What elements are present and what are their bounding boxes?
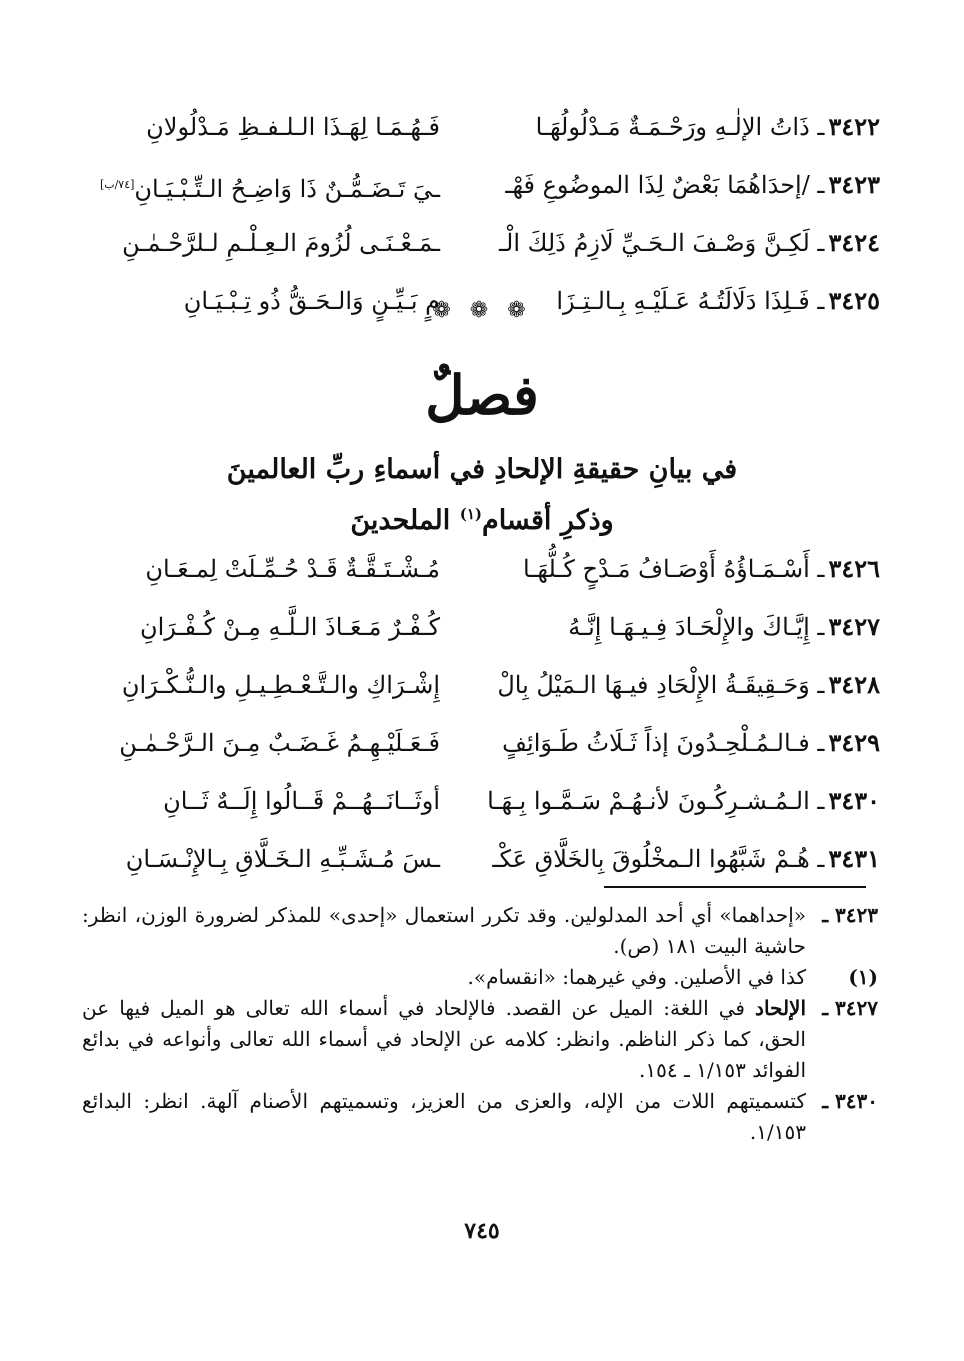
footnote-term: الإلحاد <box>755 996 806 1020</box>
verse-number: ٣٤٢٢ <box>828 112 880 141</box>
verse-first-hemistich <box>480 656 880 714</box>
verse-second-hemistich <box>80 156 440 218</box>
verse-line <box>80 656 880 714</box>
verse-first-hemistich <box>480 156 880 214</box>
footnote-text: «إحداهما» أي أحد المدلولين. وقد تكرر استعمال «إحدى» للمذكر لضرورة الوزن، انظر: حاشية البيت ١٨١ (ص). <box>82 903 806 958</box>
verse-number: ٣٤٢٣ <box>828 170 880 199</box>
footnotes <box>82 900 878 1148</box>
verse-line <box>80 772 880 830</box>
footnote-key: ٣٤٣٠ ـ <box>822 1089 878 1113</box>
verse-second-hemistich: مٍ بَـيِّـنٍ وَالـحَـقُّ ذُو تِـبْـيَـانِ <box>183 287 440 315</box>
verse-number: ٣٤٢٤ <box>828 228 880 257</box>
verse-number: ٣٤٢٧ <box>828 612 880 641</box>
footnote-item <box>82 993 878 1086</box>
section-heading-fasl: فصلٌ <box>425 363 539 427</box>
verse-line <box>80 540 880 598</box>
footnote-marker: (١) <box>459 505 482 523</box>
verse-first-hemistich <box>480 98 880 156</box>
verse-number: ٣٤٣٠ <box>828 786 880 815</box>
verse-first-hemistich <box>480 714 880 772</box>
verse-first-hemistich <box>480 540 880 598</box>
footnote-key: ٣٤٢٧ ـ <box>822 996 878 1020</box>
verse-first-text: ـ أَسْـمَـاؤُهُ أَوْصَـافُ مَـدْحٍ كُـلُّهَـا <box>523 555 825 583</box>
verse-first-text: ـ فَـلِذَا دَلَالَتُـهُ عَـلَيْـهِ بِـالـتِـزَا <box>556 287 825 315</box>
footnote-item <box>82 962 878 993</box>
verse-second-hemistich: أوثَــانَــهُــمْ قَــالُوا إِلَــهٌ ثَــانِ <box>163 787 440 815</box>
verses-bottom <box>80 540 880 888</box>
verse-second-hemistich: كُـفْـرٌ مَـعَـاذَ الـلَّـهِ مِـنْ كُـفْـرَانِ <box>139 613 440 641</box>
page-number: ٧٤٥ <box>464 1218 500 1244</box>
verse-first-text: ـ وَحَـقِيقَـةُ الإِلْحَادِ فيـهَا الـمَيْلُ بِالْ <box>497 671 825 699</box>
verse-line <box>80 98 880 156</box>
verse-first-hemistich <box>480 830 880 888</box>
manuscript-folio-ref: [٧٤/ب] <box>99 178 135 191</box>
footnote-text: كتسميتهم اللات من الإله، والعزى من العزيز، وتسميتهم الأصنام آلهة. انظر: البدائع ١/١٥٣. <box>82 1089 806 1144</box>
footnote-text: كذا في الأصلين. وفي غيرهما: «انقسام». <box>467 965 806 989</box>
verse-first-text: ـ فـالـمُـلْحِـدُونَ إذاً ثَـلَاثُ طَـوَائِفٍ <box>502 729 825 757</box>
section-separator-stars: ❁ ❁ ❁ <box>432 298 532 323</box>
footnote-item <box>82 900 878 962</box>
verse-first-hemistich <box>480 598 880 656</box>
verse-first-text: ـ /إحدَاهُمَا بَعْضٌ لِذَا الموضُوعِ فَهْـ <box>505 171 825 199</box>
footnote-key: (١) <box>848 965 878 989</box>
verse-number: ٣٤٢٥ <box>828 286 880 315</box>
verse-number: ٣٤٢٨ <box>828 670 880 699</box>
title-text: الملحدينَ <box>350 505 460 536</box>
verse-first-hemistich <box>480 772 880 830</box>
verse-first-text: ـ ذَاتُ الإلٰـهِ ورَحْـمَـةٌ مَـدْلُولُهَـا <box>535 113 825 141</box>
footnote-separator-rule <box>604 886 866 888</box>
verse-second-hemistich: فَـهُـمَـا لِهَـذَا الـلـفـظِ مَـدْلُولانِ <box>146 113 440 141</box>
verse-first-hemistich <box>480 214 880 272</box>
title-text: وذكرِ أقسام <box>481 505 614 536</box>
verse-first-text: ـ إِيَّـاكَ والإِلْحَـادَ فِـيـهَـا إِنَّـهُ <box>568 613 825 641</box>
verse-line <box>80 830 880 888</box>
footnote-text: في اللغة: الميل عن القصد. فالإلحاد في أسماء الله تعالى هو الميل فيها عن الحق، كما ذكر الناظم. وانظر: كلامه عن الإلحاد في أسماء الله تعالى وأنواعه في بدائع الفوائد ١/١٥٣ ـ ١٥٤. <box>82 996 806 1082</box>
verse-line <box>80 598 880 656</box>
verse-first-text: ـ هُـمْ شَبَّهُوا الـمخْلُوقَ بِالخَلَّاقِ عَكْـ <box>492 845 825 873</box>
verse-second-hemistich: مُـشْـتَـقَّـةٌ قَـدْ حُـمِّـلَتْ لِمـعَـانِ <box>145 555 440 583</box>
verse-line <box>80 156 880 214</box>
footnote-item <box>82 1086 878 1148</box>
section-title-line-1: في بيانِ حقيقةِ الإلحادِ في أسماءِ ربِّ العالمينَ <box>226 454 738 485</box>
verse-second-text: ـيَ تَـضَـمُّـنٌ ذَا وَاضِـحُ الـتِّـبْـيَـانِ <box>134 175 440 203</box>
verse-line <box>80 214 880 272</box>
verse-second-hemistich: ـسَ مُـشَـبِّـهِ الـخَـلَّاقِ بِـالإِنْـسَـانِ <box>125 845 440 873</box>
section-title-line-2 <box>0 494 964 541</box>
verse-number: ٣٤٢٩ <box>828 728 880 757</box>
footnote-key: ٣٤٢٣ ـ <box>822 903 878 927</box>
verse-second-hemistich: ـمَـعْـنَـى لُزُومَ الـعِـلْـمِ لـلرَّحْـمٰـنِ <box>122 229 440 257</box>
verse-second-hemistich: فَـعَـلَيْـهِـمُ غَـضَـبٌ مِـنَ الـرَّحْـمٰـنِ <box>119 729 440 757</box>
verse-first-text: ـ الـمُـشـرِكُـونَ لأنـهُـمْ سَـمَّـوا بِـهَـا <box>487 787 825 815</box>
verse-number: ٣٤٣١ <box>828 844 880 873</box>
verse-line <box>80 714 880 772</box>
verse-first-text: ـ لَكِـنَّ وَصْـفَ الـحَـيِّ لَازِمُ ذَلِكَ الْـ <box>499 229 825 257</box>
verse-number: ٣٤٢٦ <box>828 554 880 583</box>
verses-top <box>80 98 880 330</box>
verse-second-hemistich: إِشْـرَاكِ والـتَّـعْـطِـيـلِ والـنُّـكْـرَانِ <box>121 671 440 699</box>
